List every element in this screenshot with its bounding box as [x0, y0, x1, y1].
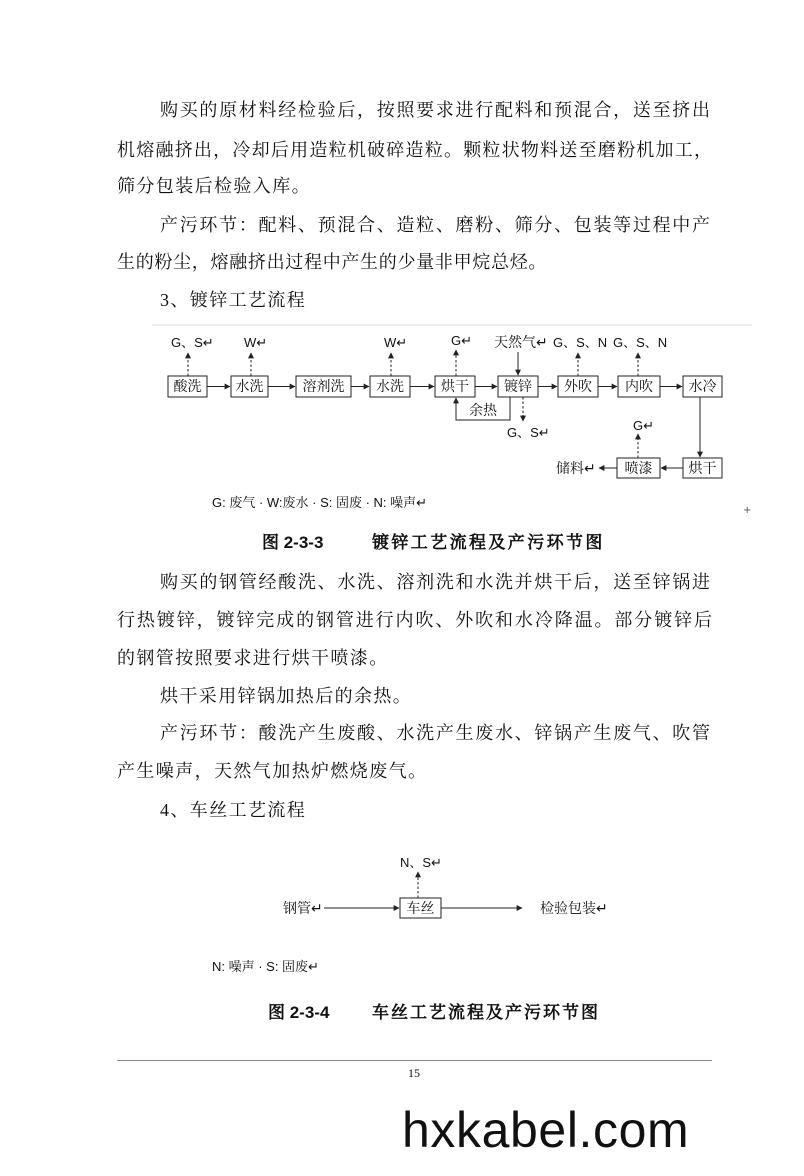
- threading-emission-label: N、S↵: [400, 855, 442, 870]
- intro-line-1: 购买的原材料经检验后，按照要求进行配料和预混合，送至挤出: [160, 100, 710, 120]
- process-label-inner-blow: 内吹: [625, 378, 653, 394]
- process-label-post-drying: 烘干: [688, 460, 717, 476]
- galvanizing-pollution-line-2: 产生噪声，天然气加热炉燃烧废气。: [117, 761, 428, 781]
- emission-label-galvanizing: G、S↵: [507, 425, 550, 440]
- process-label-pickling: 酸洗: [173, 378, 202, 394]
- process-box-threading: [400, 898, 441, 918]
- emission-label-inner-blow: G、S、N: [613, 335, 668, 350]
- process-label-threading: 车丝: [406, 900, 435, 916]
- process-label-flux-wash: 溶剂洗: [302, 378, 345, 394]
- fuel-input-label: 天然气↵: [494, 334, 548, 350]
- corner-mark: +: [743, 505, 752, 516]
- process-box-water-wash-1: [231, 376, 268, 397]
- galvanizing-line-3: 的钢管按照要求进行烘干喷漆。: [117, 648, 389, 668]
- galvanizing-pollution-line-1: 产污环节：酸洗产生废酸、水洗产生废水、锌锅产生废气、吹管: [160, 723, 710, 743]
- process-box-post-drying: [683, 458, 722, 478]
- process-box-painting: [617, 458, 660, 478]
- process-box-pickling: [168, 376, 207, 397]
- process-label-painting: 喷漆: [624, 460, 653, 476]
- process-box-water-cooling: [683, 376, 722, 397]
- heading-threading: 4、车丝工艺流程: [160, 800, 307, 820]
- process-box-flux-wash: [296, 376, 351, 397]
- process-box-water-wash-2: [370, 376, 410, 397]
- page-number: 15: [408, 1066, 420, 1080]
- process-box-galvanizing: [498, 376, 538, 397]
- emission-label-pickling: G、S↵: [171, 335, 214, 350]
- heading-galvanizing: 3、镀锌工艺流程: [160, 290, 307, 310]
- waste-heat-label: 余热: [469, 402, 497, 418]
- process-label-drying: 烘干: [441, 378, 469, 394]
- waste-heat-paragraph: 烘干采用锌锅加热后的余热。: [160, 686, 413, 706]
- threading-output-label: 检验包装↵: [540, 900, 608, 916]
- galvanizing-line-2: 行热镀锌，镀锌完成的钢管进行内吹、外吹和水冷降温。部分镀锌后: [117, 610, 712, 630]
- footer-rule: [117, 1060, 712, 1061]
- intro-pollution-line-1: 产污环节：配料、预混合、造粒、磨粉、筛分、包装等过程中产: [160, 215, 710, 235]
- process-label-water-wash-1: 水洗: [235, 378, 264, 394]
- process-label-water-wash-2: 水洗: [376, 378, 404, 394]
- watermark: hxkabel.com: [402, 1102, 690, 1158]
- process-label-galvanizing: 镀锌: [504, 378, 532, 394]
- caption-threading-title: 车丝工艺流程及产污环节图: [372, 1003, 600, 1022]
- caption-galvanizing-title: 镀锌工艺流程及产污环节图: [372, 533, 605, 552]
- threading-flow-diagram: [0, 850, 804, 930]
- process-box-drying: [435, 376, 475, 397]
- threading-input-label: 钢管↵: [283, 900, 323, 916]
- intro-line-2: 机熔融挤出，冷却后用造粒机破碎造粒。颗粒状物料送至磨粉机加工，: [117, 140, 712, 160]
- storage-label: 储料↵: [556, 460, 596, 476]
- emission-label-outer-blow: G、S、N: [553, 335, 608, 350]
- emission-label-water-wash-2: W↵: [384, 335, 408, 350]
- emission-label-water-wash-1: W↵: [244, 335, 268, 350]
- emission-label-drying: G↵: [451, 333, 473, 348]
- galvanizing-line-1: 购买的钢管经酸洗、水洗、溶剂洗和水洗并烘干后，送至锌锅进: [160, 572, 710, 592]
- galvanizing-legend: G: 废气 · W:废水 · S: 固废 · N: 噪声↵: [212, 495, 428, 510]
- emission-label-painting: G↵: [633, 418, 655, 433]
- threading-legend: N: 噪声 · S: 固废↵: [212, 959, 319, 974]
- process-label-outer-blow: 外吹: [564, 378, 592, 394]
- caption-threading-number: 图 2-3-4: [268, 1003, 330, 1022]
- caption-galvanizing-number: 图 2-3-3: [262, 533, 324, 552]
- process-box-inner-blow: [618, 376, 660, 397]
- process-label-water-cooling: 水冷: [688, 378, 717, 394]
- intro-line-3: 筛分包装后检验入库。: [117, 176, 311, 196]
- intro-pollution-line-2: 生的粉尘，熔融挤出过程中产生的少量非甲烷总烃。: [117, 252, 548, 272]
- process-box-outer-blow: [558, 376, 598, 397]
